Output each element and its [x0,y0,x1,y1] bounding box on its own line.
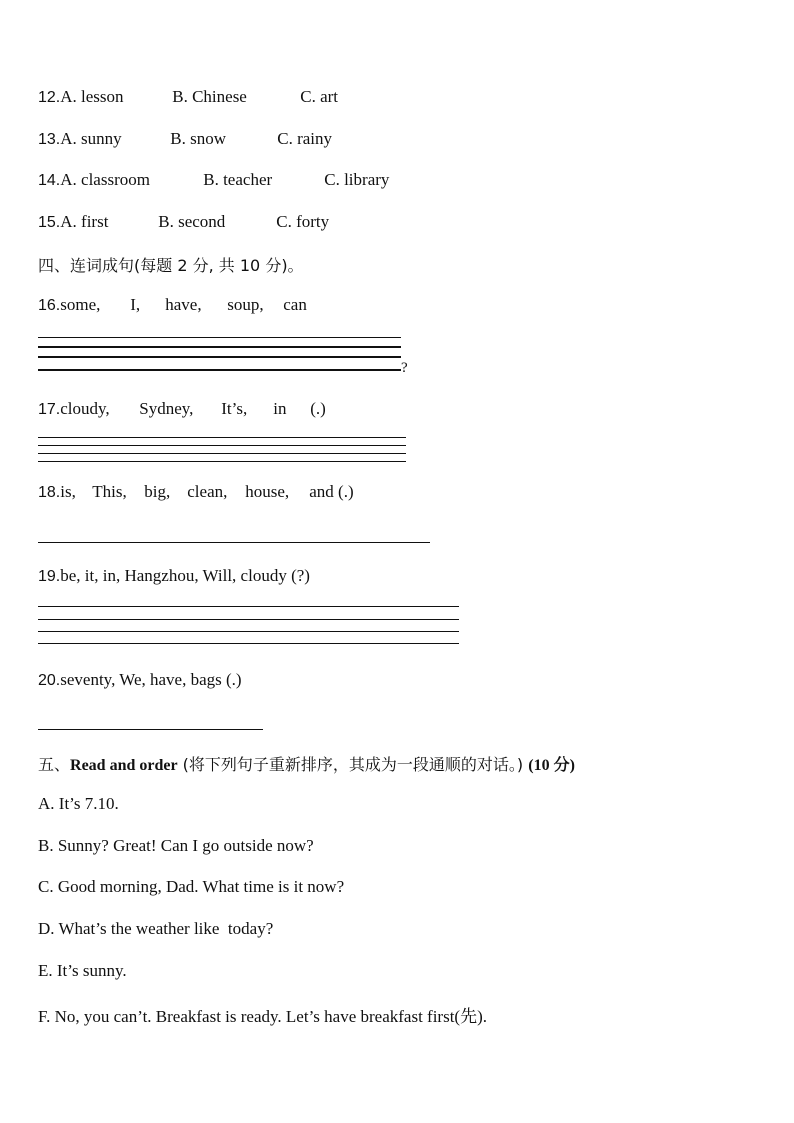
word: can [283,295,307,314]
question-number: 16. [38,297,61,314]
question-number: 19. [38,568,61,585]
question-number: 14. [38,172,61,189]
word: soup, [227,295,264,314]
answer-line[interactable] [38,542,430,543]
word: (.) [310,399,326,418]
word: This, [92,482,127,501]
dialogue-line-d: D. What’s the weather like today? [38,919,274,938]
choice-row-15 [38,212,329,232]
section-five-title: Read and order [70,757,178,774]
option-c: C. art [300,87,339,106]
question-number: 13. [38,131,61,148]
word: Sydney, [139,399,194,418]
section-five-prefix: 五、 [38,755,71,774]
dialogue-line-b: B. Sunny? Great! Can I go outside now? [38,836,314,855]
option-b: B. second [158,212,226,231]
end-punctuation: ? [401,360,408,376]
section-five-score: (10 分) [528,757,575,774]
word: is, [60,482,76,501]
word: clean, [187,482,228,501]
question-19 [38,566,310,586]
option-c: C. rainy [277,129,333,148]
answer-line[interactable] [38,445,406,446]
section-five-instruction: (将下列句子重新排序，其成为一段通顺的对话。) [177,755,529,774]
section-four-score: (每题 2 分, 共 10 分)。 [134,256,304,275]
option-a: A. sunny [60,129,122,148]
answer-line[interactable] [38,369,401,371]
answer-line[interactable] [38,643,459,644]
option-b: B. teacher [203,170,273,189]
dialogue-line-a: A. It’s 7.10. [38,794,119,813]
question-number: 20. [38,672,61,689]
option-a: A. classroom [60,170,150,189]
dialogue-line-e: E. It’s sunny. [38,961,127,980]
option-c: C. library [324,170,390,189]
option-a: A. lesson [60,87,124,106]
dialogue-line-c: C. Good morning, Dad. What time is it now? [38,877,345,896]
option-c: C. forty [276,212,330,231]
word: house, [245,482,290,501]
answer-line[interactable] [38,606,459,607]
word: big, [144,482,171,501]
section-four-heading [38,253,304,276]
choice-row-12 [38,87,338,107]
answer-line[interactable] [38,453,406,454]
question-number: 15. [38,214,61,231]
option-b: B. Chinese [172,87,247,106]
answer-line[interactable] [38,631,459,632]
answer-line[interactable] [38,437,406,438]
question-number: 17. [38,401,61,418]
word: It’s, [221,399,248,418]
option-b: B. snow [170,129,226,148]
dialogue-line-f: F. No, you can’t. Breakfast is ready. Let’s have breakfast first(先). [38,1007,487,1026]
question-16 [38,295,307,315]
word: I, [130,295,141,314]
answer-line[interactable] [38,729,263,730]
option-a: A. first [60,212,109,231]
question-number: 18. [38,484,61,501]
answer-line[interactable] [38,356,401,358]
section-five-heading [38,752,575,775]
answer-line[interactable] [38,337,401,338]
answer-line[interactable] [38,346,401,348]
question-words: be, it, in, Hangzhou, Will, cloudy (?) [60,566,310,585]
question-17 [38,399,326,419]
word: have, [165,295,202,314]
question-number: 12. [38,89,61,106]
word: and (.) [309,482,354,501]
section-four-title: 四、连词成句 [38,256,135,275]
answer-line[interactable] [38,619,459,620]
word: some, [60,295,101,314]
choice-row-13 [38,129,332,149]
choice-row-14 [38,170,389,190]
answer-line[interactable] [38,461,406,462]
word: cloudy, [60,399,110,418]
question-18 [38,482,354,502]
question-words: seventy, We, have, bags (.) [60,670,242,689]
word: in [273,399,287,418]
question-20 [38,670,242,690]
